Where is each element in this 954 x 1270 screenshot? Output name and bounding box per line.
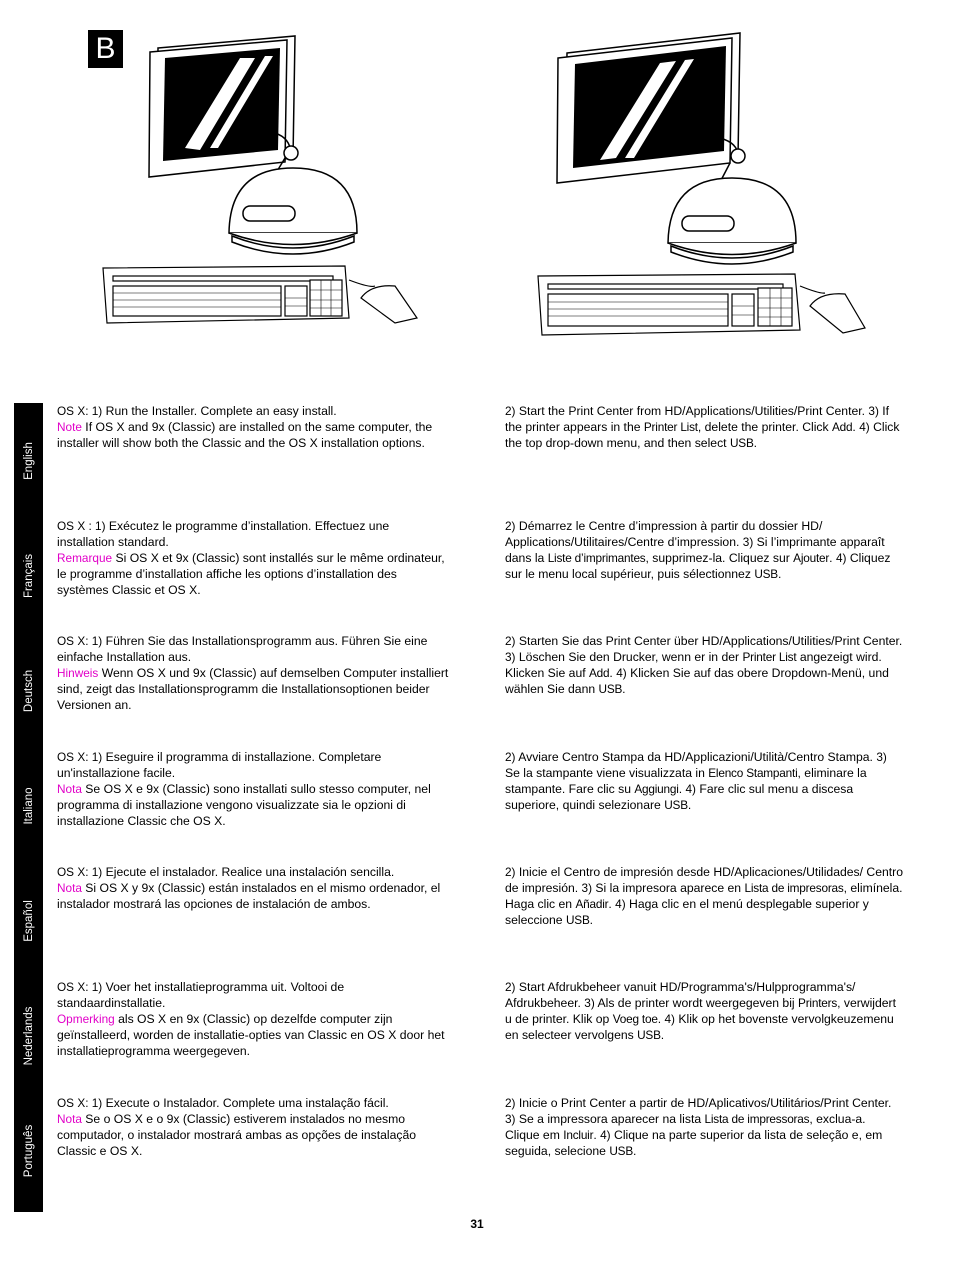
note-label: Opmerking <box>57 1012 115 1026</box>
language-sidebar <box>14 403 43 1212</box>
ui-term: Elenco Stampanti <box>708 766 798 780</box>
step-number: OS X: 1) <box>57 980 103 994</box>
step-number: OS X: 1) <box>57 404 103 418</box>
ui-term: Voeg toe <box>612 1012 658 1026</box>
body-text: . <box>687 798 692 812</box>
body-text: . <box>660 1028 665 1042</box>
dutch-steps-2-4 <box>505 979 903 1043</box>
body-text: Si OS X et 9x (Classic) sont installés sur le même ordinateur, le programme d’installation affiche les options d’installation des systèmes Classic et OS X. <box>57 551 445 597</box>
ui-term: Ajouter <box>793 551 830 565</box>
ui-term: Printers <box>798 996 838 1010</box>
body-text: . <box>657 1012 665 1026</box>
language-tab-english: English <box>22 441 35 480</box>
body-text: Avviare Centro Stampa da HD/Applicazioni/Utilità/Centro Stampa. <box>515 750 877 764</box>
step-number: 2) <box>505 1096 516 1110</box>
body-text: Fare clic sul menu a discesa superiore, quindi selezionare <box>505 782 854 812</box>
ui-term: Lista de impressoras <box>704 1112 810 1126</box>
body-text: Se la stampante viene visualizzata in <box>505 766 709 780</box>
note-label: Note <box>57 420 82 434</box>
ui-term: Printer List <box>742 650 797 664</box>
computer-illustration-left <box>95 28 425 328</box>
step-number: 3) <box>868 404 879 418</box>
ui-term: Liste d’imprimantes <box>547 551 646 565</box>
body-text: , delete the printer. Click <box>697 420 833 434</box>
body-text: , eliminare la stampante. Fare clic su <box>505 766 867 796</box>
dutch-step-1 <box>57 979 449 1059</box>
portuguese-step-1 <box>57 1095 449 1159</box>
body-text: Si OS X y 9x (Classic) están instalados en el mismo ordenador, el instalador mostrará las opciones de instalación de ambos. <box>57 881 441 911</box>
step-number: OS X : 1) <box>57 519 106 533</box>
ui-term: Añadir <box>575 897 609 911</box>
body-text: , elimínela. Haga clic en <box>505 881 903 911</box>
language-tab-nederlands: Nederlands <box>22 1006 35 1065</box>
body-text: Ejecute el instalador. Realice una instalación sencilla. <box>102 865 395 879</box>
step-number: 4) <box>835 551 847 565</box>
body-text: Haga clic en el menú desplegable superior y seleccione <box>505 897 869 927</box>
body-text: Inicie o Print Center a partir de HD/Aplicativos/Utilitários/Print Center. <box>515 1096 892 1110</box>
ui-term: USB <box>754 567 778 581</box>
body-text: Klicken Sie auf das obere Dropdown-Menü, und wählen Sie dann <box>505 666 889 696</box>
step-number: 4) <box>616 666 627 680</box>
language-tab-italiano: Italiano <box>22 786 35 825</box>
body-text: . <box>633 1144 637 1158</box>
italian-step-1 <box>57 749 449 829</box>
note-label: Hinweis <box>57 666 99 680</box>
body-text: If the printer appears in the <box>505 404 890 434</box>
body-text: . <box>609 666 617 680</box>
step-number: 3) <box>581 881 593 895</box>
language-tab-espanol: Español <box>22 899 35 942</box>
body-text: Se o OS X e o 9x (Classic) estiverem instalados no mesmo computador, o instalador mostrará ambas as opções de instalação Classic e OS X. <box>57 1112 417 1158</box>
computer-illustration-right <box>530 28 880 338</box>
body-text: , supprimez-la. Cliquez sur <box>645 551 794 565</box>
step-number: OS X: 1) <box>57 634 103 648</box>
spanish-step-1 <box>57 864 449 912</box>
section-badge: B <box>88 30 123 68</box>
body-text: Se OS X e 9x (Classic) sono installati sullo stesso computer, nel programma di installazione vengono visualizzate sia le opzioni di installazione Classic che OS X. <box>57 782 431 828</box>
body-text: angezeigt wird. Klicken Sie auf <box>505 650 882 680</box>
step-number: 4) <box>664 1012 675 1026</box>
german-steps-2-4 <box>505 633 903 697</box>
italian-steps-2-4 <box>505 749 903 813</box>
body-text: . <box>593 1128 601 1142</box>
step-number: 2) <box>505 634 516 648</box>
body-text: Exécutez le programme d’installation. Effectuez une installation standard. <box>57 519 390 549</box>
ui-term: Incluir <box>563 1128 594 1142</box>
body-text: Start the Print Center from HD/Applications/Utilities/Print Center. <box>515 404 869 418</box>
step-number: 3) <box>742 535 754 549</box>
body-text: . <box>852 420 860 434</box>
step-number: 4) <box>615 897 626 911</box>
body-text: Als de printer wordt weergegeven bij <box>594 996 799 1010</box>
note-label: Nota <box>57 881 82 895</box>
ui-term: USB <box>565 913 590 927</box>
body-text: Si la impresora aparece en <box>592 881 745 895</box>
step-number: 4) <box>600 1128 611 1142</box>
note-label: Nota <box>57 1112 82 1126</box>
body-text: . <box>589 913 594 927</box>
ui-term: Add <box>832 420 853 434</box>
page-number: 31 <box>470 1217 484 1231</box>
step-number: OS X: 1) <box>57 1096 103 1110</box>
ui-term: USB <box>729 436 754 450</box>
ui-term: Lista de impresoras <box>744 881 844 895</box>
body-text: Klik op het bovenste vervolgkeuzemenu en selecteer vervolgens <box>505 1012 894 1042</box>
french-step-1 <box>57 518 449 598</box>
body-text: als OS X en 9x (Classic) op dezelfde computer zijn geïnstalleerd, worden de installatie-opties van Classic en OS X door het installatieprogramma weergegeven. <box>57 1012 445 1058</box>
step-number: 3) <box>584 996 595 1010</box>
body-text: . <box>753 436 757 450</box>
english-step-1 <box>57 403 449 451</box>
portuguese-steps-2-4 <box>505 1095 903 1159</box>
step-number: 2) <box>505 404 516 418</box>
note-label: Nota <box>57 782 82 796</box>
body-text: Se a impressora aparecer na lista <box>515 1112 705 1126</box>
body-text: Führen Sie das Installationsprogramm aus. Führen Sie eine einfache Installation aus. <box>57 634 428 664</box>
ui-term: USB <box>637 1028 661 1042</box>
english-steps-2-4 <box>505 403 903 451</box>
body-text: Eseguire il programma di installazione. Completare un'installazione facile. <box>57 750 382 780</box>
german-step-1 <box>57 633 449 713</box>
body-text: Si l’imprimante apparaît dans la <box>505 535 885 565</box>
body-text: . <box>622 682 626 696</box>
ui-term: USB <box>664 798 688 812</box>
body-text: Wenn OS X und 9x (Classic) auf demselben Computer installiert sind, zeigt das Installationsprogramm die Installationsoptionen beider Versionen an. <box>57 666 449 712</box>
ui-term: Printer List <box>643 420 698 434</box>
step-number: 3) <box>876 750 887 764</box>
body-text: , verwijdert u de printer. Klik op <box>505 996 896 1026</box>
language-tab-deutsch: Deutsch <box>22 669 35 712</box>
body-text: Start Afdrukbeheer vanuit HD/Programma's/Hulpprogramma's/ Afdrukbeheer. <box>505 980 856 1010</box>
step-number: OS X: 1) <box>57 865 103 879</box>
body-text: If OS X and 9x (Classic) are installed on the same computer, the installer will show both the Classic and the OS X installation options. <box>57 420 433 450</box>
step-number: 2) <box>505 865 516 879</box>
language-tab-francais: Français <box>22 553 35 598</box>
body-text: Löschen Sie den Drucker, wenn er in der <box>515 650 743 664</box>
body-text: Cliquez sur le menu local supérieur, puis sélectionnez <box>505 551 891 581</box>
step-number: 3) <box>505 650 516 664</box>
body-text: Inicie el Centro de impresión desde HD/Aplicaciones/Utilidades/ Centro de impresión. <box>505 865 903 895</box>
step-number: 2) <box>505 980 516 994</box>
body-text: Starten Sie das Print Center über HD/Applications/Utilities/Print Center. <box>515 634 903 648</box>
language-tab-portugues: Português <box>22 1124 35 1177</box>
body-text: Clique na parte superior da lista de seleção e, em seguida, selecione <box>505 1128 883 1158</box>
body-text: . <box>829 551 836 565</box>
body-text: . <box>678 782 686 796</box>
step-number: OS X: 1) <box>57 750 103 764</box>
spanish-steps-2-4 <box>505 864 903 928</box>
body-text: , exclua-a. Clique em <box>505 1112 866 1142</box>
body-text: Démarrez le Centre d’impression à partir du dossier HD/ Applications/Utilitaires/Centre d’impression. <box>505 519 823 549</box>
body-text: . <box>608 897 616 911</box>
body-text: Run the Installer. Complete an easy install. <box>102 404 337 418</box>
step-number: 2) <box>505 519 516 533</box>
note-label: Remarque <box>57 551 113 565</box>
step-number: 3) <box>505 1112 516 1126</box>
ui-term: Aggiungi <box>634 782 679 796</box>
step-number: 4) <box>859 420 870 434</box>
body-text: Click the top drop-down menu, and then select <box>505 420 900 450</box>
ui-term: Add <box>589 666 610 680</box>
ui-term: USB <box>609 1144 633 1158</box>
body-text: . <box>777 567 782 581</box>
body-text: Execute o Instalador. Complete uma instalação fácil. <box>102 1096 389 1110</box>
ui-term: USB <box>598 682 623 696</box>
step-number: 4) <box>685 782 696 796</box>
french-steps-2-4 <box>505 518 903 582</box>
step-number: 2) <box>505 750 516 764</box>
body-text: Voer het installatieprogramma uit. Voltooi de standaardinstallatie. <box>57 980 345 1010</box>
